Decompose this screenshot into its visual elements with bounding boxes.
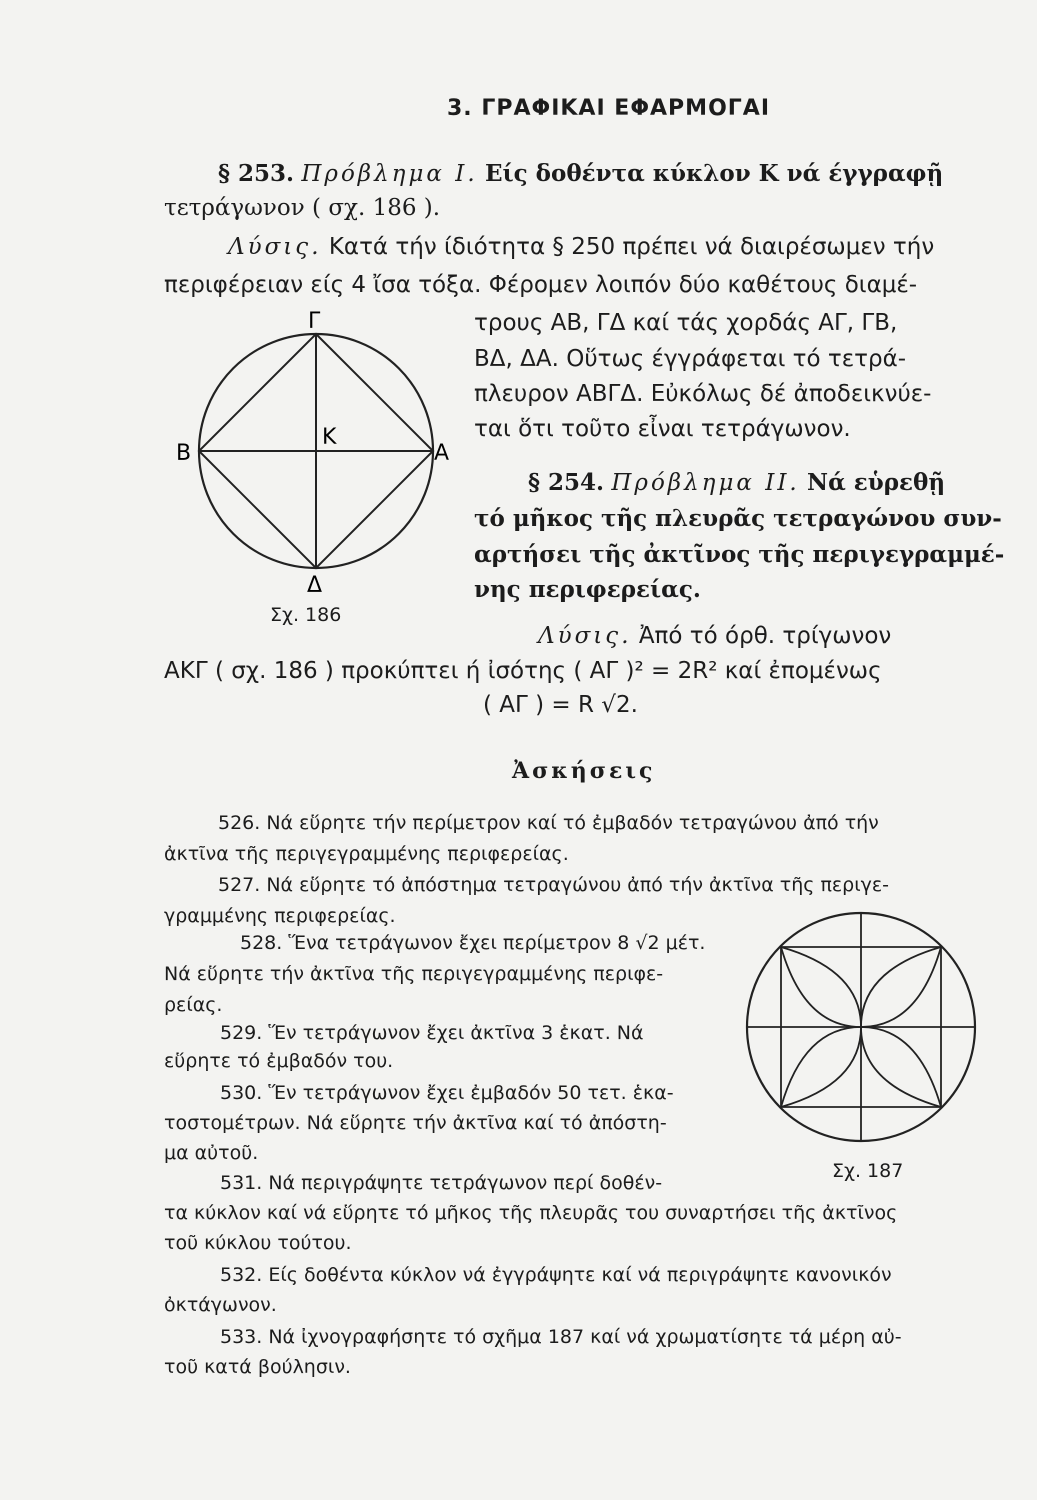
exercise-529-cont: εὕρητε τό ἐμβαδόν του. <box>164 1050 394 1072</box>
problem-254-title-line <box>528 469 945 496</box>
label-alpha: Α <box>434 441 450 466</box>
solution-label: Λύσις. <box>538 623 632 649</box>
problem-253-title-line <box>218 160 943 187</box>
solution-254-line-1: Λύσις. Ἀπό τό όρθ. τρίγωνον <box>538 623 892 649</box>
section-number: § 253. <box>218 160 295 187</box>
solution-253-line-5: πλευρον ΑΒΓΔ. Εὐκόλως δέ ἀποδεικνύε- <box>474 381 932 407</box>
exercise-533: 533. Νά ἰχνογραφήσητε τό σχῆμα 187 καί νά χρωματίσητε τά μέρη αὐ- <box>220 1326 902 1348</box>
exercise-531: 531. Νά περιγράψητε τετράγωνον περί δοθέν- <box>220 1172 663 1194</box>
problem-label: Πρόβλημα II. <box>611 470 800 496</box>
section-heading: 3. ΓΡΑΦΙΚΑΙ ΕΦΑΡΜΟΓΑΙ <box>447 96 771 121</box>
problem-254-title-2: τό μῆκος τῆς πλευρᾶς τετραγώνου συν- <box>474 505 1002 532</box>
exercise-530-cont: τοστομέτρων. Νά εὕρητε τήν ἀκτῖνα καί τό ἀπόστη- <box>164 1112 667 1134</box>
label-gamma: Γ <box>308 309 321 334</box>
problem-title: Είς δοθέντα κύκλον Κ νά έγγραφῇ <box>484 160 944 187</box>
problem-254-title-3: αρτήσει τῆς ἀκτῖνος τῆς περιγεγραμμέ- <box>474 541 1005 568</box>
figure-187-caption: Σχ. 187 <box>832 1160 904 1182</box>
solution-253-line-3: τρους ΑΒ, ΓΔ καί τάς χορδάς ΑΓ, ΓΒ, <box>474 310 898 336</box>
solution-253-line-4: ΒΔ, ΔΑ. Οὕτως έγγράφεται τό τετρά- <box>474 346 907 372</box>
exercise-531-cont-2: τοῦ κύκλου τούτου. <box>164 1232 352 1254</box>
exercise-526: 526. Νά εὕρητε τήν περίμετρον καί τό ἐμβαδόν τετραγώνου ἀπό τήν <box>218 812 879 834</box>
exercise-532: 532. Είς δοθέντα κύκλον νά ἐγγράψητε καί νά περιγράψητε κανονικόν <box>220 1264 892 1286</box>
figure-187 <box>738 890 1028 1180</box>
label-beta: Β <box>176 441 192 466</box>
label-kappa: Κ <box>322 425 337 450</box>
solution-254-line-2: ΑΚΓ ( σχ. 186 ) προκύπτει ή ἰσότης ( ΑΓ )² = 2R² καί ἐπομένως <box>164 658 882 684</box>
exercise-532-cont: ὀκτάγωνον. <box>164 1294 277 1316</box>
exercise-528: 528. Ἕνα τετράγωνον ἔχει περίμετρον 8 √2 μέτ. <box>240 932 706 954</box>
exercise-530: 530. Ἕν τετράγωνον ἔχει ἐμβαδόν 50 τετ. ἑκα- <box>220 1082 674 1104</box>
problem-254-title-4: νης περιφερείας. <box>474 576 701 603</box>
solution-253-line-6: ται ὅτι τοῦτο εἶναι τετράγωνον. <box>474 416 851 442</box>
exercise-526-cont: ἀκτῖνα τῆς περιγεγραμμένης περιφερείας. <box>164 843 569 865</box>
exercises-heading: Ἀσκήσεις <box>512 758 656 784</box>
problem-label: Πρόβλημα I. <box>301 161 478 187</box>
solution-label: Λύσις. <box>228 234 322 260</box>
exercise-528-cont: Νά εὕρητε τήν ἀκτῖνα τῆς περιγεγραμμένης περιφε- <box>164 963 664 985</box>
figure-186 <box>170 300 470 600</box>
figure-186-caption: Σχ. 186 <box>270 604 342 626</box>
exercise-533-cont: τοῦ κατά βούλησιν. <box>164 1356 351 1378</box>
exercise-528-cont-2: ρείας. <box>164 994 223 1016</box>
exercise-527: 527. Νά εὕρητε τό ἀπόστημα τετραγώνου ἀπό τήν ἀκτῖνα τῆς περιγε- <box>218 874 890 896</box>
exercise-530-cont-2: μα αὐτοῦ. <box>164 1142 259 1164</box>
solution-254-line-3: ( ΑΓ ) = R √2. <box>483 692 638 718</box>
label-delta: Δ <box>307 573 323 598</box>
solution-253-line-1: Λύσις. Κατά τήν ίδιότητα § 250 πρέπει νά διαιρέσωμεν τήν <box>228 234 935 260</box>
exercise-527-cont: γραμμένης περιφερείας. <box>164 905 396 927</box>
problem-253-title-cont: τετράγωνον ( σχ. 186 ). <box>164 195 441 221</box>
exercise-531-cont: τα κύκλον καί νά εὕρητε τό μῆκος τῆς πλευρᾶς του συναρτήσει τῆς ἀκτῖνος <box>164 1202 898 1224</box>
solution-253-line-2: περιφέρειαν είς 4 ἴσα τόξα. Φέρομεν λοιπόν δύο καθέτους διαμέ- <box>164 272 918 298</box>
problem-title: Νά εὑρεθῇ <box>807 469 946 496</box>
section-number: § 254. <box>528 469 605 496</box>
exercise-529: 529. Ἕν τετράγωνον ἔχει ἀκτῖνα 3 ἑκατ. Νά <box>220 1022 644 1044</box>
